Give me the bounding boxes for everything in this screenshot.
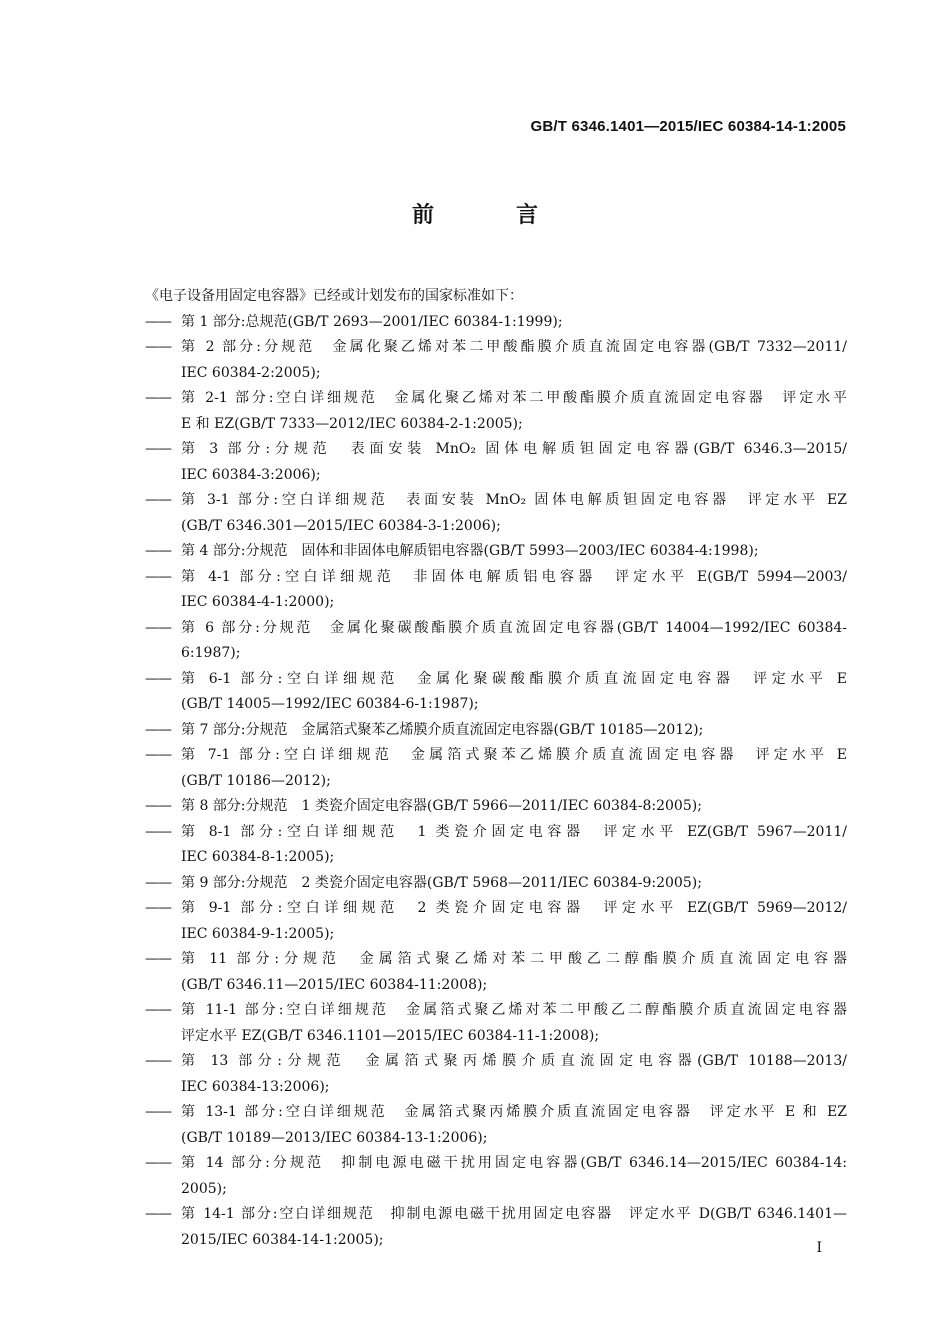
list-item-line: 第 2 部分:分规范 金属化聚乙烯对苯二甲酸酯膜介质直流固定电容器(GB/T 7332—2011/ (181, 339, 847, 355)
list-dash: —— (145, 747, 171, 763)
list-item-line: 第 9-1 部分:空白详细规范 2 类瓷介固定电容器 评定水平 EZ(GB/T 5969—2012/ (181, 900, 847, 916)
list-item-line: 第 6-1 部分:空白详细规范 金属化聚碳酸酯膜介质直流固定电容器 评定水平 E (181, 670, 847, 687)
list-dash: —— (145, 339, 171, 355)
list-dash: —— (145, 390, 171, 406)
list-dash: —— (145, 313, 171, 330)
list-item (145, 820, 847, 871)
page-number: I (816, 1240, 822, 1256)
list-item-line: IEC 60384-9-1:2005); (181, 925, 335, 942)
list-item (145, 718, 847, 744)
list-item (145, 998, 847, 1049)
list-dash: —— (145, 1053, 171, 1069)
list-item-line: (GB/T 10189—2013/IEC 60384-13-1:2006); (181, 1129, 488, 1146)
list-item-line: 第 8-1 部分:空白详细规范 1 类瓷介固定电容器 评定水平 EZ(GB/T 5967—2011/ (181, 823, 847, 840)
list-item-line: 第 3 部分:分规范 表面安装 MnO₂ 固体电解质钽固定电容器(GB/T 6346.3—2015/ (181, 441, 847, 457)
page-title: 前 言 (411, 203, 568, 228)
list-dash: —— (145, 1002, 171, 1018)
list-item-line: 第 14-1 部分:空白详细规范 抑制电源电磁干扰用固定电容器 评定水平 D(GB/T 6346.1401— (181, 1206, 847, 1222)
list-item-line: 第 4 部分:分规范 固体和非固体电解质铝电容器(GB/T 5993—2003/IEC 60384-4:1998); (181, 543, 759, 559)
list-dash: —— (145, 670, 171, 687)
list-item-line: IEC 60384-4-1:2000); (181, 594, 335, 610)
list-dash: —— (145, 721, 171, 738)
list-dash: —— (145, 798, 171, 814)
list-item-line: 第 13 部分:分规范 金属箔式聚丙烯膜介质直流固定电容器(GB/T 10188—2013/ (181, 1053, 847, 1069)
list-item (145, 1202, 847, 1253)
list-dash: —— (145, 441, 171, 457)
intro-paragraph: 《电子设备用固定电容器》已经或计划发布的国家标准如下： (145, 288, 523, 304)
list-item-line: (GB/T 10186—2012); (181, 772, 331, 789)
list-item-line: IEC 60384-2:2005); (181, 364, 321, 381)
list-item-line: 2015/IEC 60384-14-1:2005); (181, 1231, 384, 1248)
list-item-line: (GB/T 6346.301—2015/IEC 60384-3-1:2006); (181, 517, 501, 534)
list-item (145, 310, 847, 336)
list-item-line: 第 8 部分:分规范 1 类瓷介固定电容器(GB/T 5966—2011/IEC 60384-8:2005); (181, 798, 702, 814)
list-item-line: 第 11 部分:分规范 金属箔式聚乙烯对苯二甲酸乙二醇酯膜介质直流固定电容器 (181, 951, 847, 967)
list-item (145, 1049, 847, 1100)
list-item-line: 第 2-1 部分:空白详细规范 金属化聚乙烯对苯二甲酸酯膜介质直流固定电容器 评定水平 (181, 390, 847, 406)
list-item-line: (GB/T 6346.11—2015/IEC 60384-11:2008); (181, 976, 488, 993)
list-dash: —— (145, 619, 171, 636)
list-item-line: E 和 EZ(GB/T 7333—2012/IEC 60384-2-1:2005); (181, 415, 523, 432)
list-dash: —— (145, 1104, 171, 1120)
list-item-line: 第 6 部分:分规范 金属化聚碳酸酯膜介质直流固定电容器(GB/T 14004—1992/IEC 60384- (181, 619, 847, 636)
list-dash: —— (145, 900, 171, 916)
list-dash: —— (145, 823, 171, 840)
list-dash: —— (145, 1206, 171, 1222)
list-item-line: 第 7-1 部分:空白详细规范 金属箔式聚苯乙烯膜介质直流固定电容器 评定水平 E (181, 747, 847, 763)
list-item (145, 1100, 847, 1151)
list-item-line: 2005); (181, 1180, 227, 1197)
list-item-line: (GB/T 14005—1992/IEC 60384-6-1:1987); (181, 696, 479, 712)
list-item (145, 794, 847, 820)
list-dash: —— (145, 543, 171, 559)
list-item (145, 947, 847, 998)
list-item-line: 第 4-1 部分:空白详细规范 非固体电解质铝电容器 评定水平 E(GB/T 5994—2003/ (181, 568, 847, 585)
list-item (145, 565, 847, 616)
list-item (145, 896, 847, 947)
list-dash: —— (145, 951, 171, 967)
standard-code-header: GB/T 6346.1401—2015/IEC 60384-14-1:2005 (530, 118, 846, 135)
list-item (145, 386, 847, 437)
list-item (145, 667, 847, 718)
list-dash: —— (145, 874, 171, 891)
list-item-line: 第 14 部分:分规范 抑制电源电磁干扰用固定电容器(GB/T 6346.14—2015/IEC 60384-14: (181, 1155, 847, 1171)
list-item (145, 437, 847, 488)
list-item (145, 1151, 847, 1202)
list-item-line: IEC 60384-13:2006); (181, 1078, 330, 1095)
list-item-line: 第 13-1 部分:空白详细规范 金属箔式聚丙烯膜介质直流固定电容器 评定水平 E 和 EZ (181, 1104, 847, 1120)
list-item (145, 488, 847, 539)
list-item-line: 评定水平 EZ(GB/T 6346.1101—2015/IEC 60384-11-1:2008); (181, 1027, 600, 1044)
list-item (145, 539, 847, 565)
list-item-line: 第 11-1 部分:空白详细规范 金属箔式聚乙烯对苯二甲酸乙二醇酯膜介质直流固定电容器 (181, 1002, 847, 1018)
list-item-line: 第 3-1 部分:空白详细规范 表面安装 MnO₂ 固体电解质钽固定电容器 评定水平 EZ (181, 492, 847, 508)
list-dash: —— (145, 568, 171, 585)
list-item (145, 743, 847, 794)
list-item-line: IEC 60384-3:2006); (181, 466, 321, 483)
list-item-line: IEC 60384-8-1:2005); (181, 849, 335, 865)
list-item-line: 第 9 部分:分规范 2 类瓷介固定电容器(GB/T 5968—2011/IEC 60384-9:2005); (181, 874, 702, 891)
list-item (145, 871, 847, 897)
list-item-line: 第 7 部分:分规范 金属箔式聚苯乙烯膜介质直流固定电容器(GB/T 10185—2012); (181, 721, 704, 738)
list-item-line: 第 1 部分:总规范(GB/T 2693—2001/IEC 60384-1:1999); (181, 313, 563, 330)
list-dash: —— (145, 492, 171, 508)
document-body (145, 284, 847, 1253)
list-item (145, 616, 847, 667)
list-item (145, 335, 847, 386)
list-item-line: 6:1987); (181, 645, 241, 661)
standards-list (145, 310, 847, 1254)
list-dash: —— (145, 1155, 171, 1171)
